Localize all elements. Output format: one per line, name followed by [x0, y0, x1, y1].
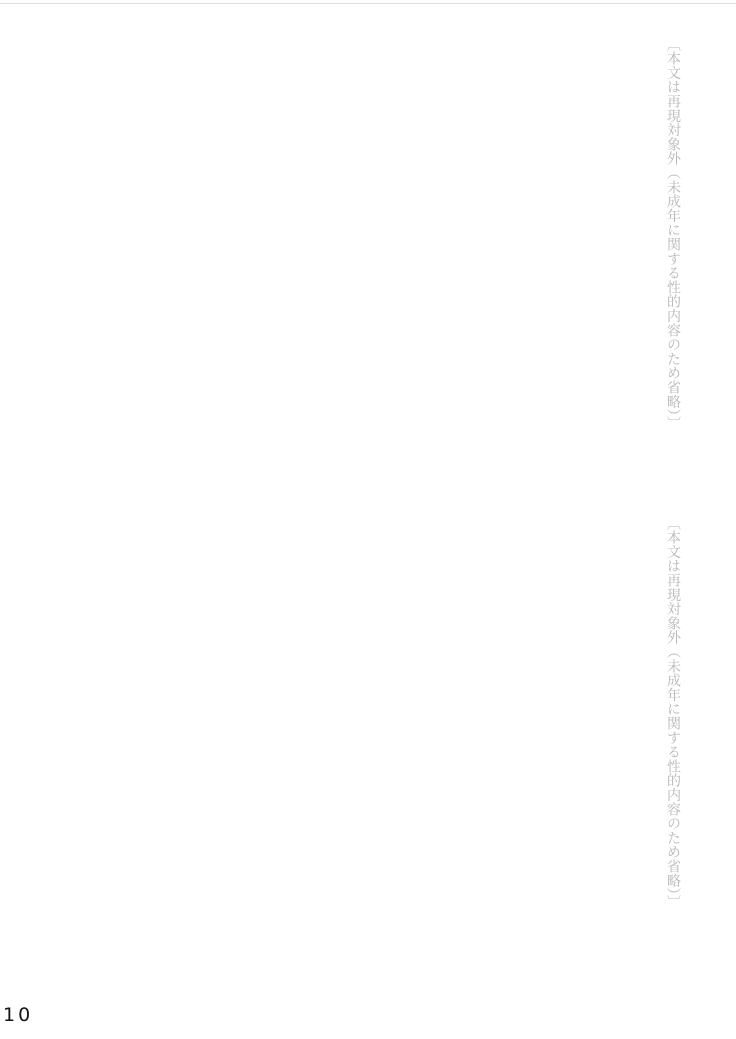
text-line: 〔本文は再現対象外（未成年に関する性的内容のため省略）〕 — [665, 516, 681, 910]
text-line: 〔本文は再現対象外（未成年に関する性的内容のため省略）〕 — [665, 37, 681, 431]
scan-edge-line — [0, 3, 736, 4]
text-block-upper — [661, 37, 683, 492]
text-block-lower — [661, 516, 683, 971]
page-number: 10 — [3, 1004, 34, 1026]
